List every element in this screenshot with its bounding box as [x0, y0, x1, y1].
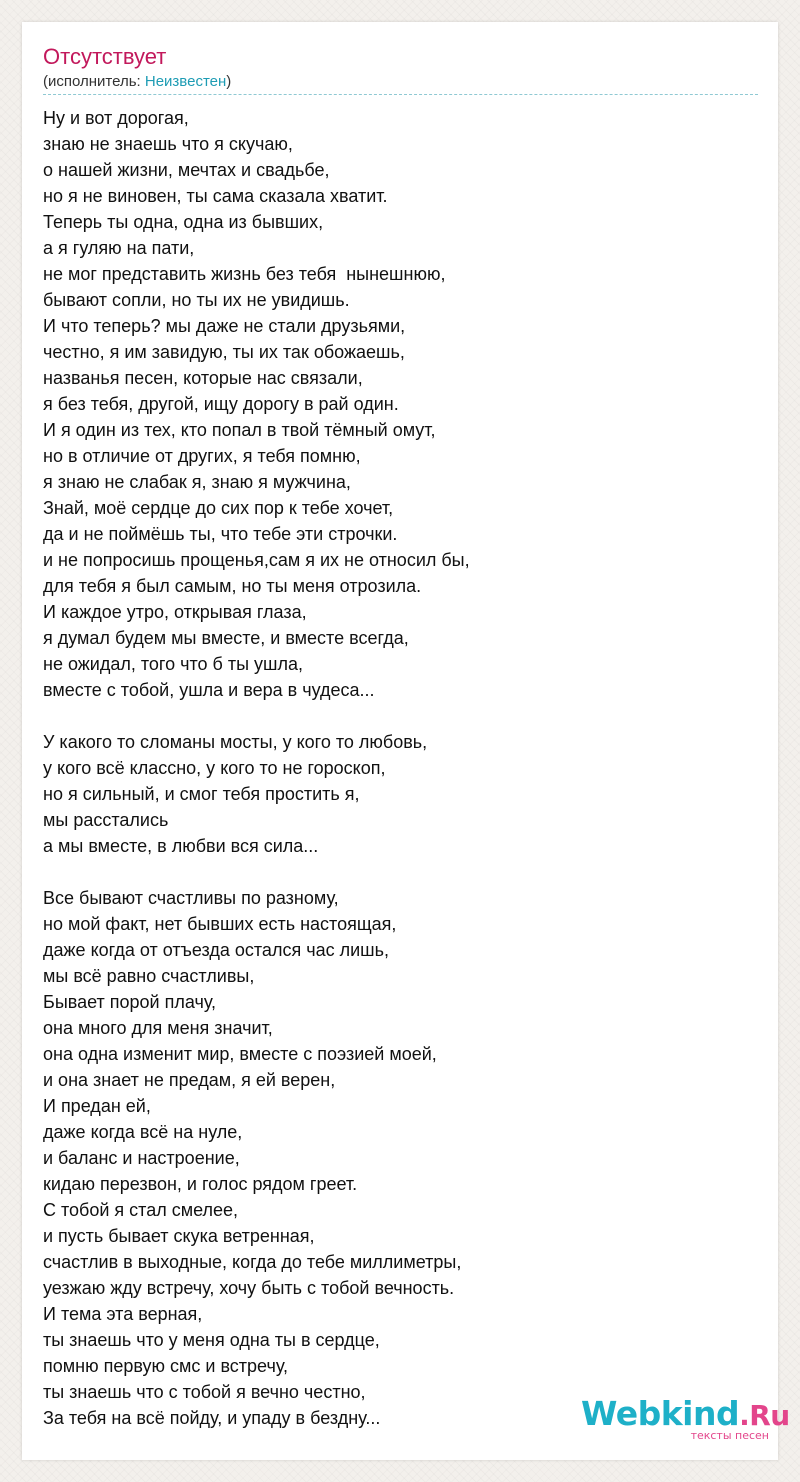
- webkind-watermark: [581, 1394, 790, 1442]
- watermark-tld: .Ru: [739, 1399, 790, 1432]
- lyric-line: она много для меня значит,: [43, 1018, 273, 1038]
- lyric-line: названья песен, которые нас связали,: [43, 368, 363, 388]
- lyric-line: но в отличие от других, я тебя помню,: [43, 446, 361, 466]
- lyric-line: И каждое утро, открывая глаза,: [43, 602, 307, 622]
- lyric-line: Все бывают счастливы по разному,: [43, 888, 339, 908]
- title-divider: [43, 94, 758, 95]
- lyric-line: И тема эта верная,: [43, 1304, 203, 1324]
- lyric-line: бывают сопли, но ты их не увидишь.: [43, 290, 350, 310]
- lyric-line: и пусть бывает скука ветренная,: [43, 1226, 315, 1246]
- artist-line: [43, 72, 231, 92]
- lyric-line: но я сильный, и смог тебя простить я,: [43, 784, 360, 804]
- lyric-line: но я не виновен, ты сама сказала хватит.: [43, 186, 388, 206]
- lyric-line: и она знает не предам, я ей верен,: [43, 1070, 336, 1090]
- lyric-line: ты знаешь что у меня одна ты в сердце,: [43, 1330, 380, 1350]
- lyric-line: И предан ей,: [43, 1096, 151, 1116]
- lyric-line: Ну и вот дорогая,: [43, 108, 189, 128]
- lyric-line: не мог представить жизнь без тебя нынешнюю,: [43, 264, 446, 284]
- lyric-line: ты знаешь что с тобой я вечно честно,: [43, 1382, 366, 1402]
- lyric-line: С тобой я стал смелее,: [43, 1200, 239, 1220]
- lyric-line: и баланс и настроение,: [43, 1148, 240, 1168]
- lyrics-card: [22, 22, 778, 1460]
- lyric-line: я знаю не слабак я, знаю я мужчина,: [43, 472, 351, 492]
- lyric-line: а я гуляю на пати,: [43, 238, 195, 258]
- lyric-line: мы всё равно счастливы,: [43, 966, 255, 986]
- lyric-line: и не попросишь прощенья,сам я их не относил бы,: [43, 550, 470, 570]
- lyric-line: для тебя я был самым, но ты меня отрозила.: [43, 576, 422, 596]
- watermark-name: Webkind: [581, 1394, 740, 1433]
- lyric-line: даже когда от отъезда остался час лишь,: [43, 940, 389, 960]
- artist-prefix: (исполнитель:: [43, 73, 145, 90]
- lyric-line: И я один из тех, кто попал в твой тёмный омут,: [43, 420, 436, 440]
- lyric-line: я думал будем мы вместе, и вместе всегда,: [43, 628, 409, 648]
- lyric-line: о нашей жизни, мечтах и свадьбе,: [43, 160, 330, 180]
- lyric-line: у кого всё классно, у кого то не гороскоп,: [43, 758, 386, 778]
- artist-suffix: ): [226, 73, 232, 90]
- lyric-line: знаю не знаешь что я скучаю,: [43, 134, 293, 154]
- lyric-line: Бывает порой плачу,: [43, 992, 217, 1012]
- lyric-line: помню первую смс и встречу,: [43, 1356, 289, 1376]
- lyric-line: мы расстались: [43, 810, 169, 830]
- artist-link[interactable]: Неизвестен: [144, 73, 227, 90]
- lyric-line: вместе с тобой, ушла и вера в чудеса...: [43, 680, 375, 700]
- lyric-line: но мой факт, нет бывших есть настоящая,: [43, 914, 397, 934]
- lyric-line: Теперь ты одна, одна из бывших,: [43, 212, 324, 232]
- lyric-line: она одна изменит мир, вместе с поэзией моей,: [43, 1044, 437, 1064]
- stanza-break: [43, 859, 753, 885]
- lyric-line: счастлив в выходные, когда до тебе миллиметры,: [43, 1252, 462, 1272]
- lyrics-text: [43, 105, 753, 1431]
- lyric-line: не ожидал, того что б ты ушла,: [43, 654, 303, 674]
- lyric-line: а мы вместе, в любви вся сила...: [43, 836, 319, 856]
- lyric-line: кидаю перезвон, и голос рядом греет.: [43, 1174, 358, 1194]
- lyric-line: даже когда всё на нуле,: [43, 1122, 243, 1142]
- lyric-line: И что теперь? мы даже не стали друзьями,: [43, 316, 406, 336]
- lyric-line: да и не поймёшь ты, что тебе эти строчки.: [43, 524, 398, 544]
- stanza-break: [43, 703, 753, 729]
- lyric-line: У какого то сломаны мосты, у кого то любовь,: [43, 732, 428, 752]
- watermark-tagline: тексты песен: [690, 1429, 769, 1442]
- song-title: Отсутствует: [43, 44, 167, 69]
- lyric-line: За тебя на всё пойду, и упаду в бездну...: [43, 1408, 381, 1428]
- lyric-line: уезжаю жду встречу, хочу быть с тобой вечность.: [43, 1278, 455, 1298]
- lyric-line: Знай, моё сердце до сих пор к тебе хочет,: [43, 498, 394, 518]
- lyric-line: честно, я им завидую, ты их так обожаешь,: [43, 342, 405, 362]
- lyric-line: я без тебя, другой, ищу дорогу в рай один.: [43, 394, 399, 414]
